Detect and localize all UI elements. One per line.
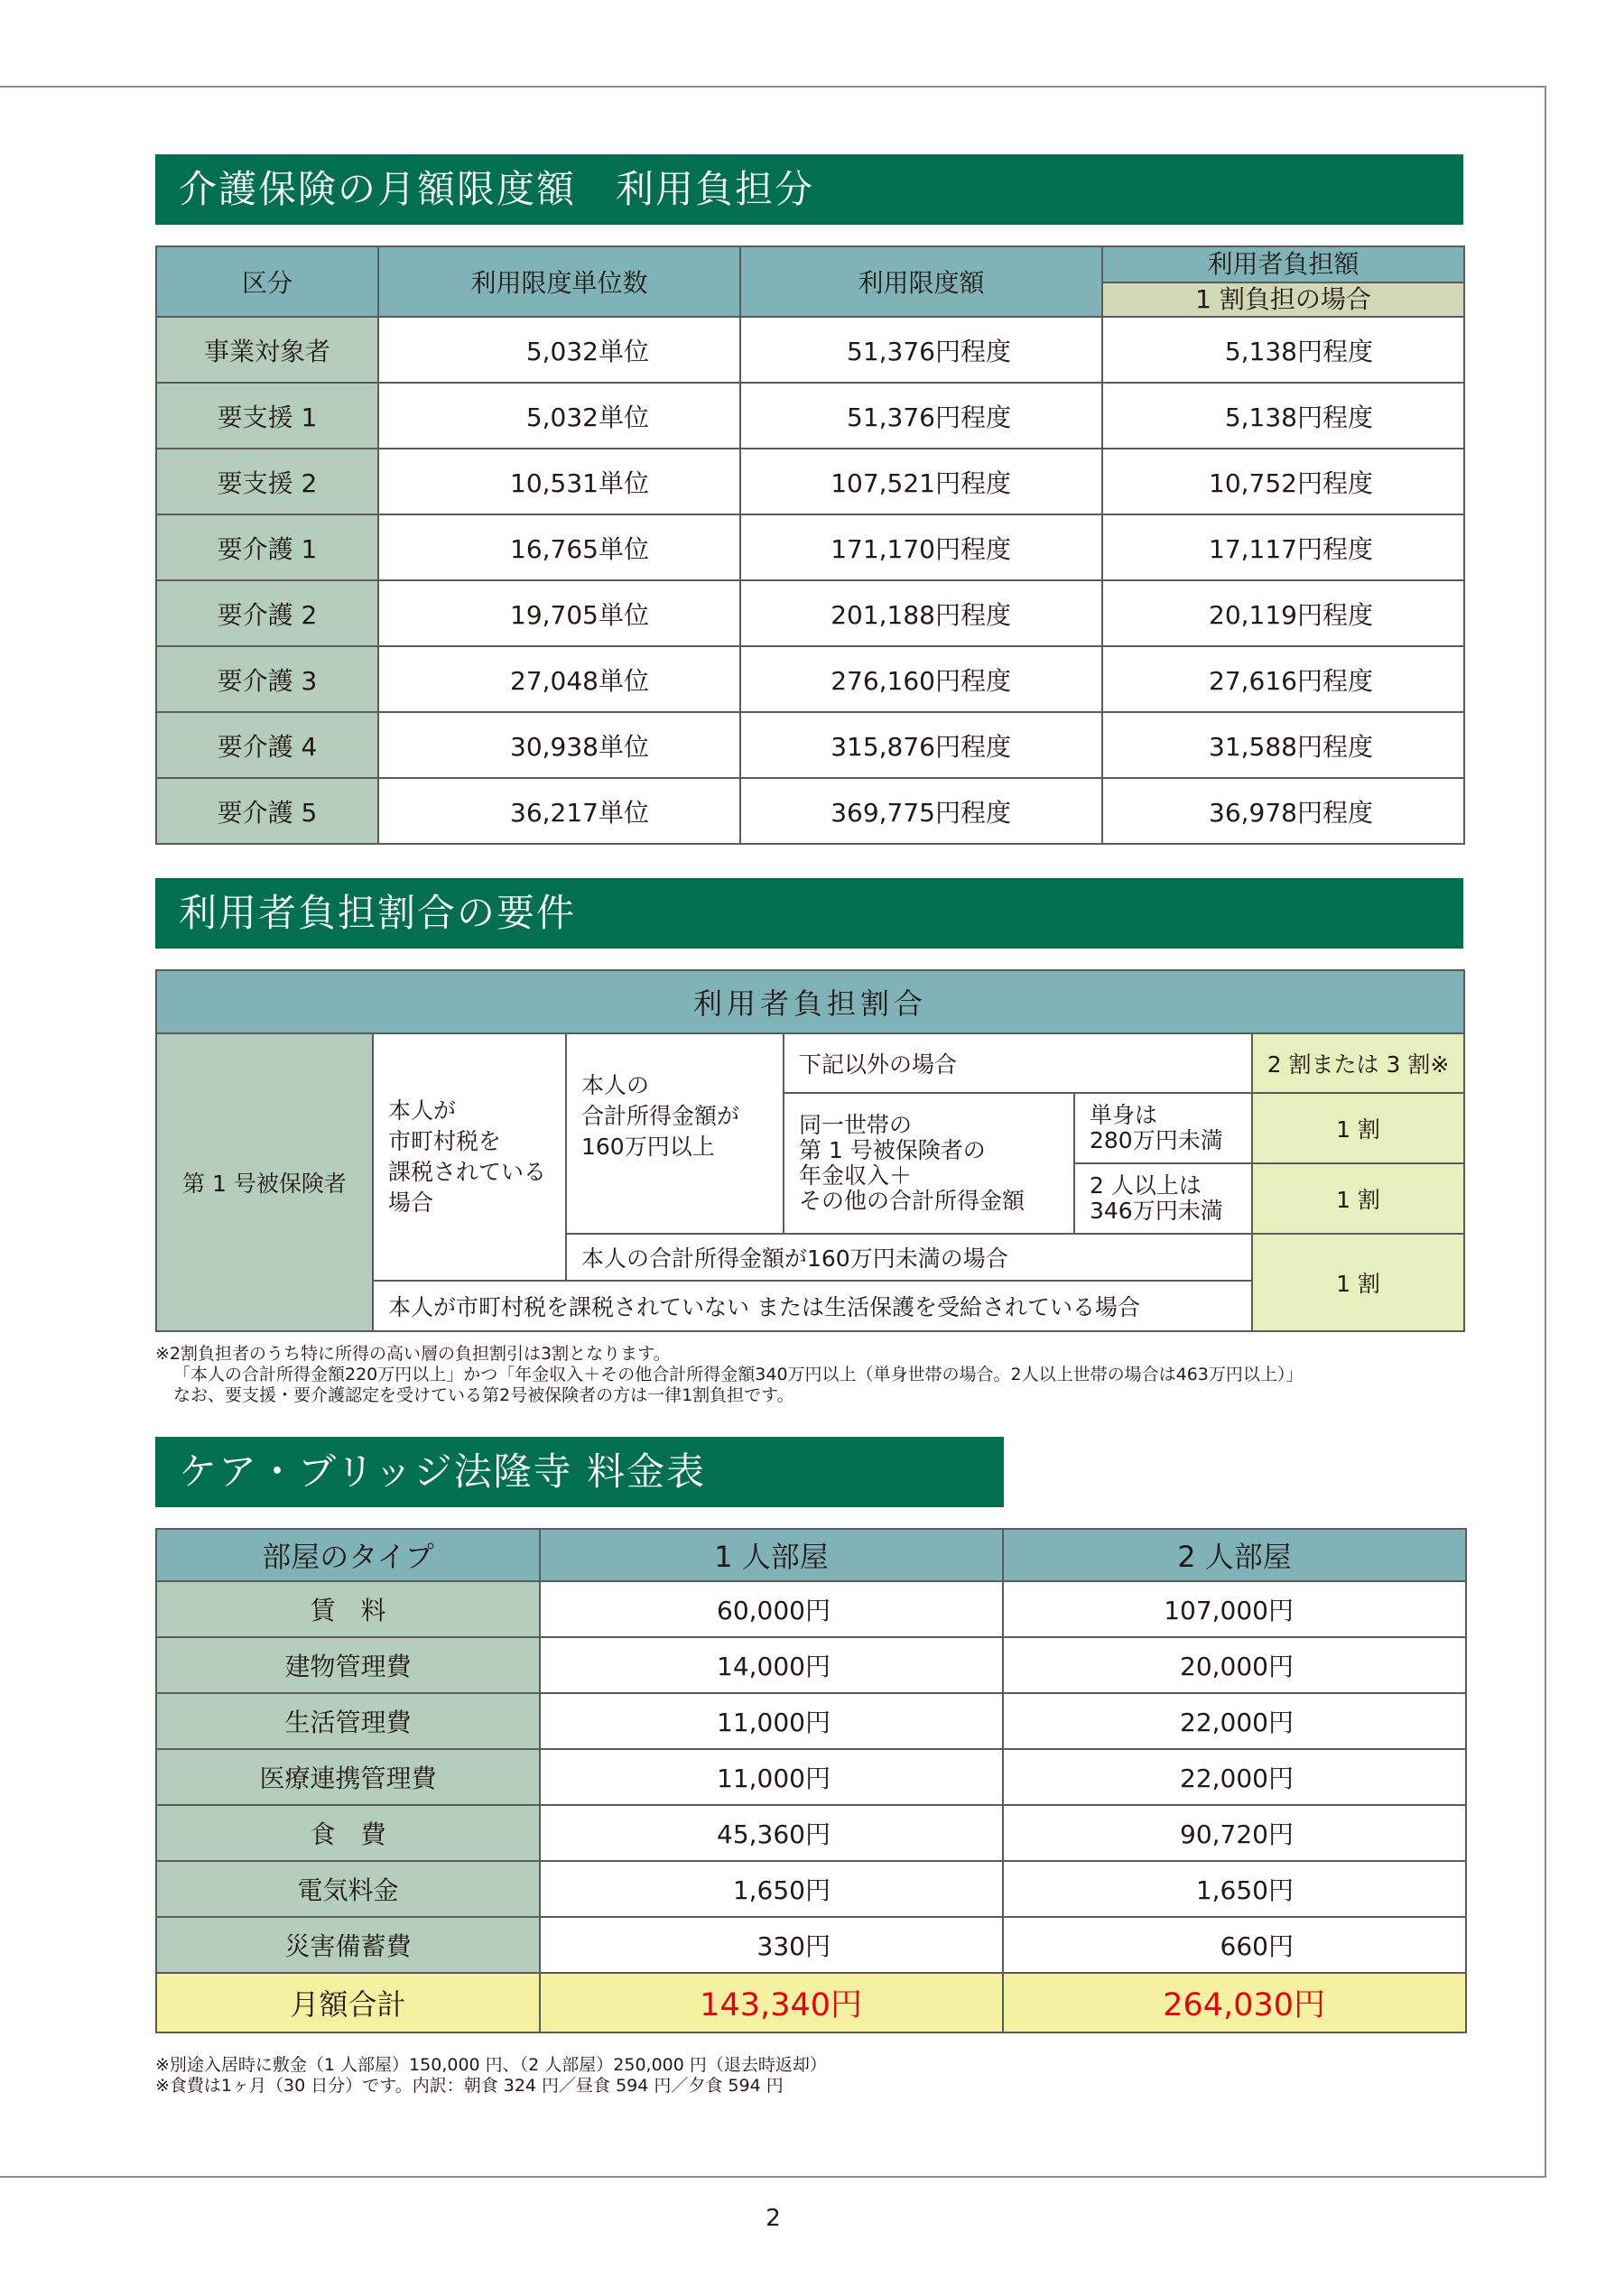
row-label: 災害備蓄費 xyxy=(156,1917,540,1973)
row-category: 要介護 3 xyxy=(156,646,378,712)
header-user-burden: 利用者負担額 xyxy=(1102,246,1464,282)
row-burden: 31,588円程度 xyxy=(1102,712,1464,778)
row-burden: 5,138円程度 xyxy=(1102,317,1464,383)
row-units: 30,938単位 xyxy=(378,712,740,778)
row-category: 要支援 2 xyxy=(156,449,378,514)
section-heading-care-limit: 介護保険の月額限度額 利用負担分 xyxy=(155,154,1463,225)
row-label: 医療連携管理費 xyxy=(156,1749,540,1805)
row-double-price: 20,000円 xyxy=(1003,1637,1466,1693)
row-single-price: 11,000円 xyxy=(540,1749,1003,1805)
row-units: 27,048単位 xyxy=(378,646,740,712)
row-units: 19,705単位 xyxy=(378,580,740,646)
rate-other: 2 割または 3 割※ xyxy=(1252,1033,1464,1093)
header-room-type: 部屋のタイプ xyxy=(156,1529,540,1581)
row-limit: 201,188円程度 xyxy=(740,580,1102,646)
row-double-price: 90,720円 xyxy=(1003,1805,1466,1861)
burden-ratio-title: 利用者負担割合 xyxy=(156,970,1464,1033)
rate-single: 1 割 xyxy=(1252,1093,1464,1163)
burden-note-3: なお、要支援・要介護認定を受けている第2号被保険者の方は一律1割負担です。 xyxy=(173,1385,794,1405)
page-number: 2 xyxy=(766,2205,781,2232)
row-label: 生活管理費 xyxy=(156,1693,540,1749)
row-limit: 315,876円程度 xyxy=(740,712,1102,778)
row-limit: 51,376円程度 xyxy=(740,383,1102,449)
row-label: 建物管理費 xyxy=(156,1637,540,1693)
row-burden: 17,117円程度 xyxy=(1102,514,1464,580)
row-single-price: 330円 xyxy=(540,1917,1003,1973)
burden-notes xyxy=(155,1344,1303,1406)
row-burden: 20,119円程度 xyxy=(1102,580,1464,646)
row-category: 要支援 1 xyxy=(156,383,378,449)
single-threshold: 単身は 280万円未満 xyxy=(1074,1093,1252,1163)
row-category: 要介護 1 xyxy=(156,514,378,580)
row-category: 事業対象者 xyxy=(156,317,378,383)
row-label: 電気料金 xyxy=(156,1861,540,1917)
table-row xyxy=(156,383,1464,449)
table-row xyxy=(156,514,1464,580)
row-single-price: 14,000円 xyxy=(540,1637,1003,1693)
section-heading-burden-requirements: 利用者負担割合の要件 xyxy=(155,878,1463,949)
row-units: 10,531単位 xyxy=(378,449,740,514)
row-single-price: 1,650円 xyxy=(540,1861,1003,1917)
row-single-price: 60,000円 xyxy=(540,1581,1003,1637)
table-row xyxy=(156,580,1464,646)
not-taxed-condition: 本人が市町村税を課税されていない または生活保護を受給されている場合 xyxy=(373,1281,1252,1331)
price-notes xyxy=(155,2055,827,2097)
table-row xyxy=(156,712,1464,778)
other-case-label: 下記以外の場合 xyxy=(784,1033,1252,1093)
price-table xyxy=(155,1528,1467,2033)
row-limit: 171,170円程度 xyxy=(740,514,1102,580)
row-units: 36,217単位 xyxy=(378,778,740,844)
row-units: 5,032単位 xyxy=(378,317,740,383)
income-high-condition: 本人の 合計所得金額が 160万円以上 xyxy=(566,1033,784,1234)
header-unit-limit: 利用限度単位数 xyxy=(378,246,740,317)
income-low-condition: 本人の合計所得金額が160万円未満の場合 xyxy=(566,1234,1252,1281)
row-single-price: 11,000円 xyxy=(540,1693,1003,1749)
same-household-condition: 同一世帯の 第 1 号被保険者の 年金収入＋ その他の合計所得金額 xyxy=(784,1093,1074,1234)
row-double-price: 22,000円 xyxy=(1003,1693,1466,1749)
burden-note-2: 「本人の合計所得金額220万円以上」かつ「年金収入＋その他合計所得金額340万円以上（単身世帯の場合。2人以上世帯の場合は463万円以上）」 xyxy=(173,1365,1304,1384)
table-row xyxy=(156,1581,1466,1637)
row-double-price: 660円 xyxy=(1003,1917,1466,1973)
header-double-room: 2 人部屋 xyxy=(1003,1529,1466,1581)
header-category: 区分 xyxy=(156,246,378,317)
care-limit-table xyxy=(155,245,1465,845)
row-burden: 36,978円程度 xyxy=(1102,778,1464,844)
table-row xyxy=(156,1749,1466,1805)
row-burden: 10,752円程度 xyxy=(1102,449,1464,514)
row-category: 要介護 4 xyxy=(156,712,378,778)
table-row xyxy=(156,1861,1466,1917)
burden-ratio-table xyxy=(155,969,1465,1332)
table-row xyxy=(156,317,1464,383)
taxed-condition: 本人が 市町村税を 課税されている 場合 xyxy=(373,1033,566,1281)
total-label: 月額合計 xyxy=(156,1973,540,2032)
row-label: 賃 料 xyxy=(156,1581,540,1637)
total-double: 264,030円 xyxy=(1003,1973,1466,2032)
row-category: 要介護 5 xyxy=(156,778,378,844)
total-single: 143,340円 xyxy=(540,1973,1003,2032)
table-row xyxy=(156,1805,1466,1861)
row-burden: 27,616円程度 xyxy=(1102,646,1464,712)
price-note-2: ※食費は1ヶ月（30 日分）です。内訳：朝食 324 円／昼食 594 円／夕食 594 円 xyxy=(155,2076,784,2096)
row-units: 16,765単位 xyxy=(378,514,740,580)
insured-category: 第 1 号被保険者 xyxy=(156,1033,373,1331)
row-burden: 5,138円程度 xyxy=(1102,383,1464,449)
table-row xyxy=(156,1917,1466,1973)
row-limit: 276,160円程度 xyxy=(740,646,1102,712)
rate-low: 1 割 xyxy=(1252,1234,1464,1331)
row-label: 食 費 xyxy=(156,1805,540,1861)
rate-two-plus: 1 割 xyxy=(1252,1163,1464,1234)
row-double-price: 1,650円 xyxy=(1003,1861,1466,1917)
row-double-price: 107,000円 xyxy=(1003,1581,1466,1637)
price-note-1: ※別途入居時に敷金（1 人部屋）150,000 円、（2 人部屋）250,000 円（退去時返却） xyxy=(155,2055,827,2075)
table-row xyxy=(156,449,1464,514)
header-single-room: 1 人部屋 xyxy=(540,1529,1003,1581)
row-units: 5,032単位 xyxy=(378,383,740,449)
row-limit: 51,376円程度 xyxy=(740,317,1102,383)
table-row xyxy=(156,646,1464,712)
header-amount-limit: 利用限度額 xyxy=(740,246,1102,317)
row-category: 要介護 2 xyxy=(156,580,378,646)
row-limit: 107,521円程度 xyxy=(740,449,1102,514)
burden-note-1: ※2割負担者のうち特に所得の高い層の負担割引は3割となります。 xyxy=(155,1344,671,1364)
row-limit: 369,775円程度 xyxy=(740,778,1102,844)
table-row xyxy=(156,1693,1466,1749)
row-single-price: 45,360円 xyxy=(540,1805,1003,1861)
header-user-burden-sub: 1 割負担の場合 xyxy=(1102,282,1464,317)
row-double-price: 22,000円 xyxy=(1003,1749,1466,1805)
table-row xyxy=(156,1637,1466,1693)
table-row xyxy=(156,778,1464,844)
two-plus-threshold: 2 人以上は 346万円未満 xyxy=(1074,1163,1252,1234)
section-heading-price-list: ケア・ブリッジ法隆寺 料金表 xyxy=(155,1437,1004,1507)
